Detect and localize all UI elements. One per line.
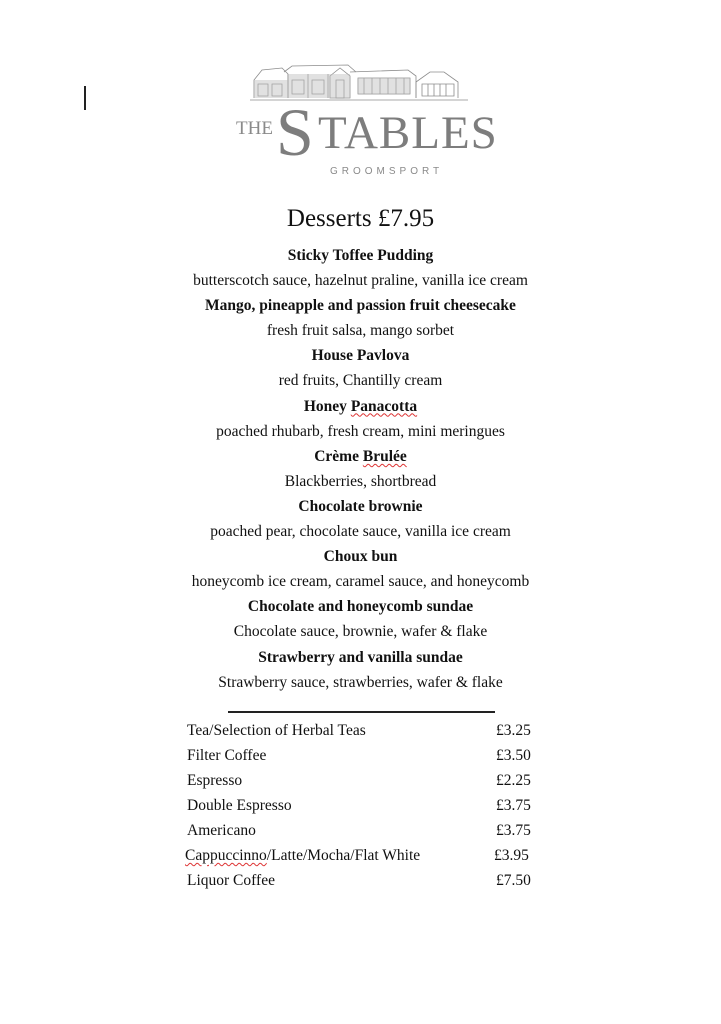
- dessert-name-prefix: Crème: [314, 447, 363, 465]
- dessert-name-prefix: Honey: [303, 397, 351, 415]
- dessert-description: Strawberry sauce, strawberries, wafer & flake: [218, 673, 503, 691]
- drink-name: Liquor Coffee: [187, 872, 275, 889]
- spellcheck-flagged-word[interactable]: Cappuccinno: [185, 847, 267, 864]
- drink-price: £2.25: [496, 772, 531, 789]
- dessert-name: Strawberry and vanilla sundae: [258, 648, 463, 666]
- drink-name: Americano: [187, 822, 256, 839]
- text-cursor: [84, 86, 86, 110]
- dessert-name: Mango, pineapple and passion fruit cheesecake: [205, 297, 516, 315]
- drink-name: Filter Coffee: [187, 747, 267, 764]
- drink-name-suffix: /Latte/Mocha/Flat White: [266, 847, 421, 864]
- drink-name: [185, 843, 420, 868]
- drink-row: [187, 768, 547, 793]
- drink-price: £3.75: [496, 822, 531, 839]
- drink-row: [187, 843, 547, 868]
- dessert-name: House Pavlova: [311, 347, 410, 365]
- dessert-name: Choux bun: [323, 548, 398, 566]
- logo-the: THE: [236, 118, 273, 139]
- dessert-description: Chocolate sauce, brownie, wafer & flake: [233, 623, 488, 641]
- dessert-name: Chocolate brownie: [298, 497, 423, 515]
- dessert-description: Blackberries, shortbread: [284, 472, 437, 490]
- logo-s-letter: S: [276, 94, 314, 170]
- logo-tables: TABLES: [318, 107, 498, 159]
- drink-name: Double Espresso: [187, 797, 292, 814]
- desserts-title: Desserts £7.95: [286, 205, 435, 232]
- drink-price: £3.95: [494, 847, 529, 864]
- spellcheck-flagged-word[interactable]: Brulée: [362, 447, 407, 465]
- drink-row: [187, 743, 547, 768]
- drink-price: £7.50: [496, 872, 531, 889]
- dessert-name: [0, 444, 721, 469]
- drink-row: [187, 868, 547, 893]
- dessert-name: Chocolate and honeycomb sundae: [247, 598, 474, 616]
- dessert-description: red fruits, Chantilly cream: [278, 372, 443, 390]
- dessert-description: poached rhubarb, fresh cream, mini meringues: [216, 422, 505, 440]
- section-divider: [228, 711, 495, 713]
- drink-row: [187, 793, 547, 818]
- desserts-list: [0, 243, 721, 695]
- dessert-description: honeycomb ice cream, caramel sauce, and honeycomb: [191, 573, 530, 591]
- logo-location: GROOMSPORT: [330, 166, 444, 177]
- drink-name: Tea/Selection of Herbal Teas: [187, 722, 366, 739]
- dessert-name: [0, 394, 721, 419]
- drinks-list: [187, 718, 547, 893]
- dessert-description: fresh fruit salsa, mango sorbet: [266, 322, 455, 340]
- drink-price: £3.75: [496, 797, 531, 814]
- logo: [236, 62, 498, 182]
- spellcheck-flagged-word[interactable]: Panacotta: [350, 397, 418, 415]
- dessert-name: Sticky Toffee Pudding: [287, 247, 434, 264]
- drink-name: Espresso: [187, 772, 243, 789]
- drink-row: [187, 818, 547, 843]
- dessert-description: butterscotch sauce, hazelnut praline, vanilla ice cream: [193, 272, 528, 290]
- drink-row: [187, 718, 547, 743]
- drink-price: £3.25: [496, 722, 531, 739]
- drink-price: £3.50: [496, 747, 531, 764]
- dessert-description: poached pear, chocolate sauce, vanilla ice cream: [210, 523, 511, 541]
